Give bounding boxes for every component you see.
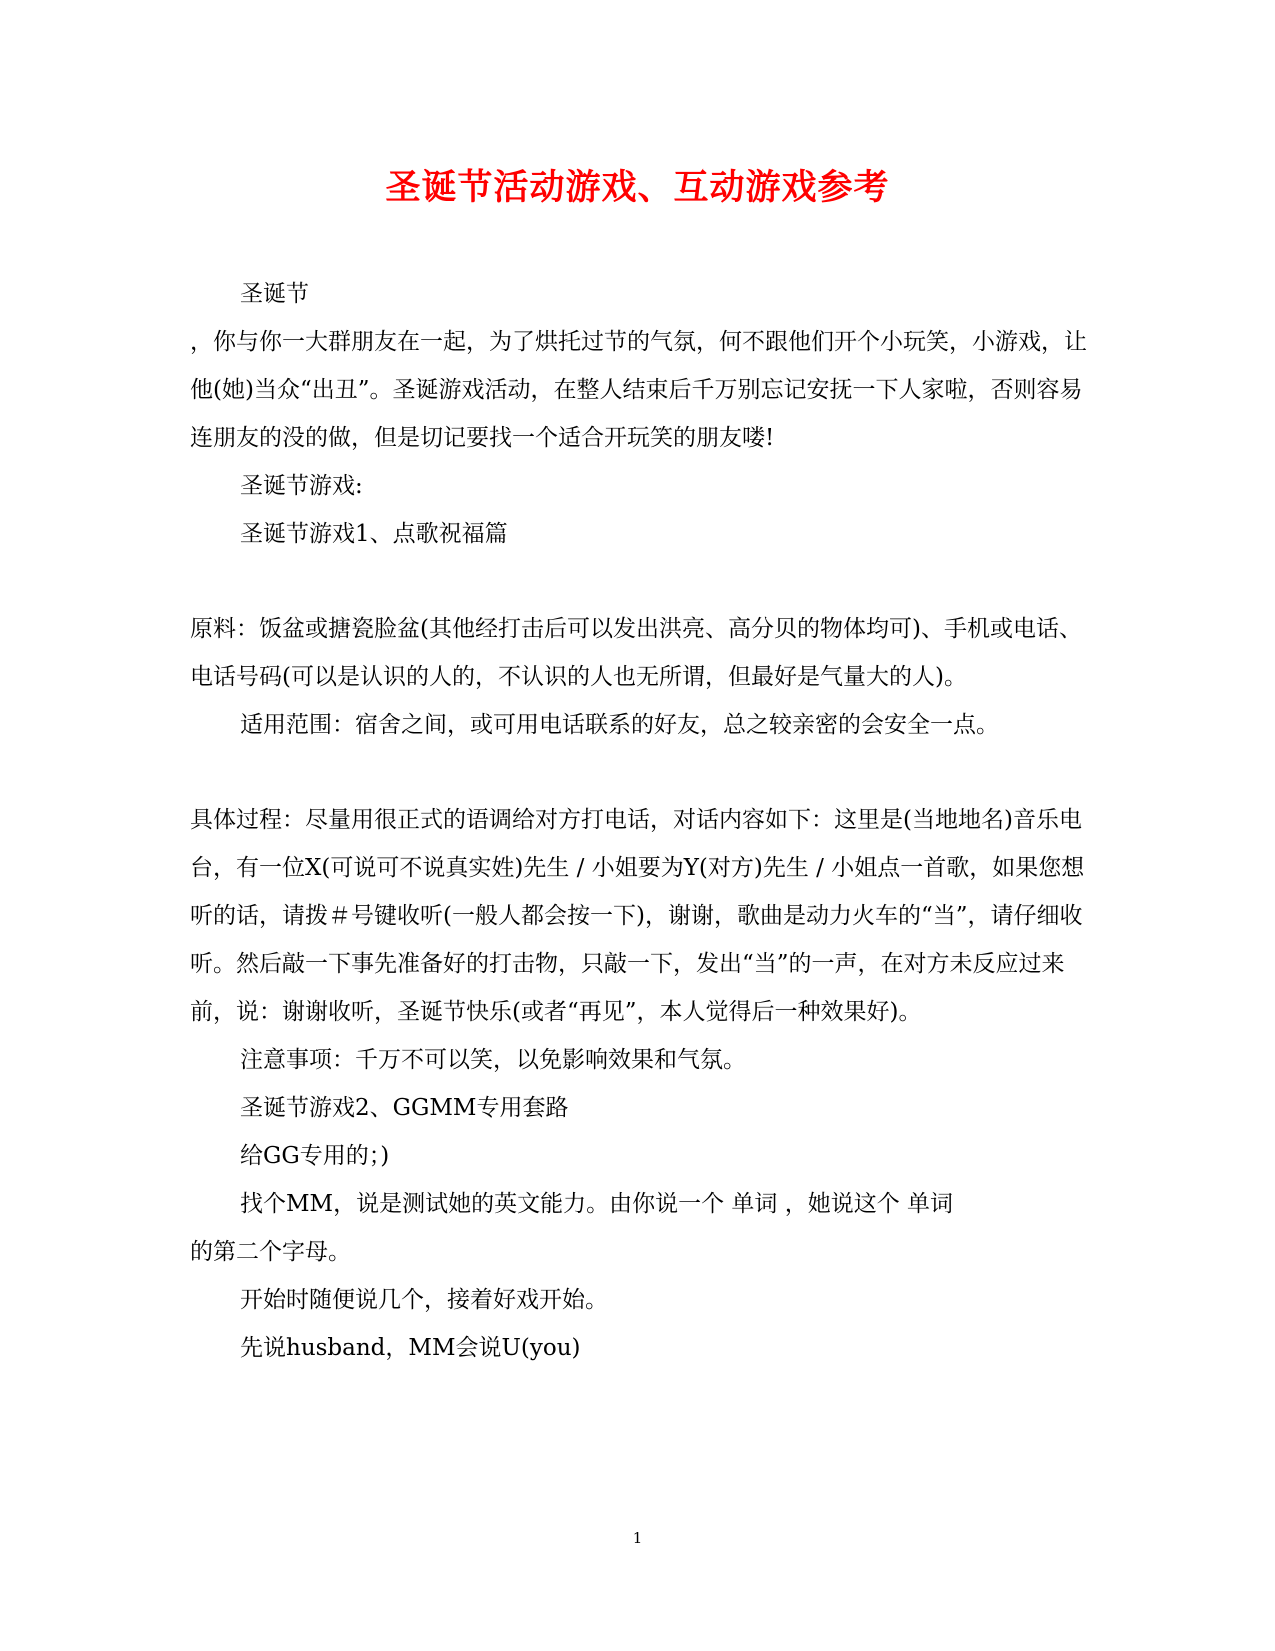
section-heading: 圣诞节游戏2、GGMM专用套路 [240,1095,569,1121]
blank-line [190,558,1090,605]
blank-line [190,749,1090,796]
paragraph: 注意事项：千万不可以笑，以免影响效果和气氛。 [240,1047,746,1073]
paragraph: 给GG专用的；) [240,1143,390,1169]
document-title: 圣诞节活动游戏、互动游戏参考 [385,167,890,208]
paragraph: 具体过程：尽量用很正式的语调给对方打电话，对话内容如下：这里是(当地地名)音乐电台，有一位X(可说可不说真实姓)先生 / 小姐要为Y(对方)先生 / 小姐点一首歌，如果您想听的话，请拨＃号键收听(一般人都会按一下)，谢谢，歌曲是动力火车的“当”，请仔细收听。然后敲一下事先准备好的打击物，只敲一下，发出“当”的一声，在对方未反应过来前，说：谢谢收听，圣诞节快乐(或者“再见”，本人觉得后一种效果好)。 [190,807,1085,1025]
page-number: 1 [632,1529,643,1547]
paragraph: 的第二个字母。 [190,1239,351,1265]
paragraph: 开始时随便说几个，接着好戏开始。 [240,1287,608,1313]
section-heading: 圣诞节游戏1、点歌祝福篇 [240,521,508,547]
paragraph: 圣诞节 [240,281,309,307]
paragraph: 先说husband，MM会说U(you) [240,1335,581,1361]
paragraph: 原料：饭盆或搪瓷脸盆(其他经打击后可以发出洪亮、高分贝的物体均可)、手机或电话、电话号码(可以是认识的人的，不认识的人也无所谓，但最好是气量大的人)。 [190,616,1082,690]
paragraph: 适用范围：宿舍之间，或可用电话联系的好友，总之较亲密的会安全一点。 [240,712,999,738]
paragraph: 找个MM，说是测试她的英文能力。由你说一个 单词 ，她说这个 单词 [240,1191,954,1217]
document-body [190,270,1090,1372]
paragraph: ，你与你一大群朋友在一起，为了烘托过节的气氛，何不跟他们开个小玩笑，小游戏，让他(她)当众“出丑”。圣诞游戏活动，在整人结束后千万别忘记安抚一下人家啦，否则容易连朋友的没的做，但是切记要找一个适合开玩笑的朋友喽! [190,329,1087,451]
paragraph: 圣诞节游戏: [240,473,363,499]
